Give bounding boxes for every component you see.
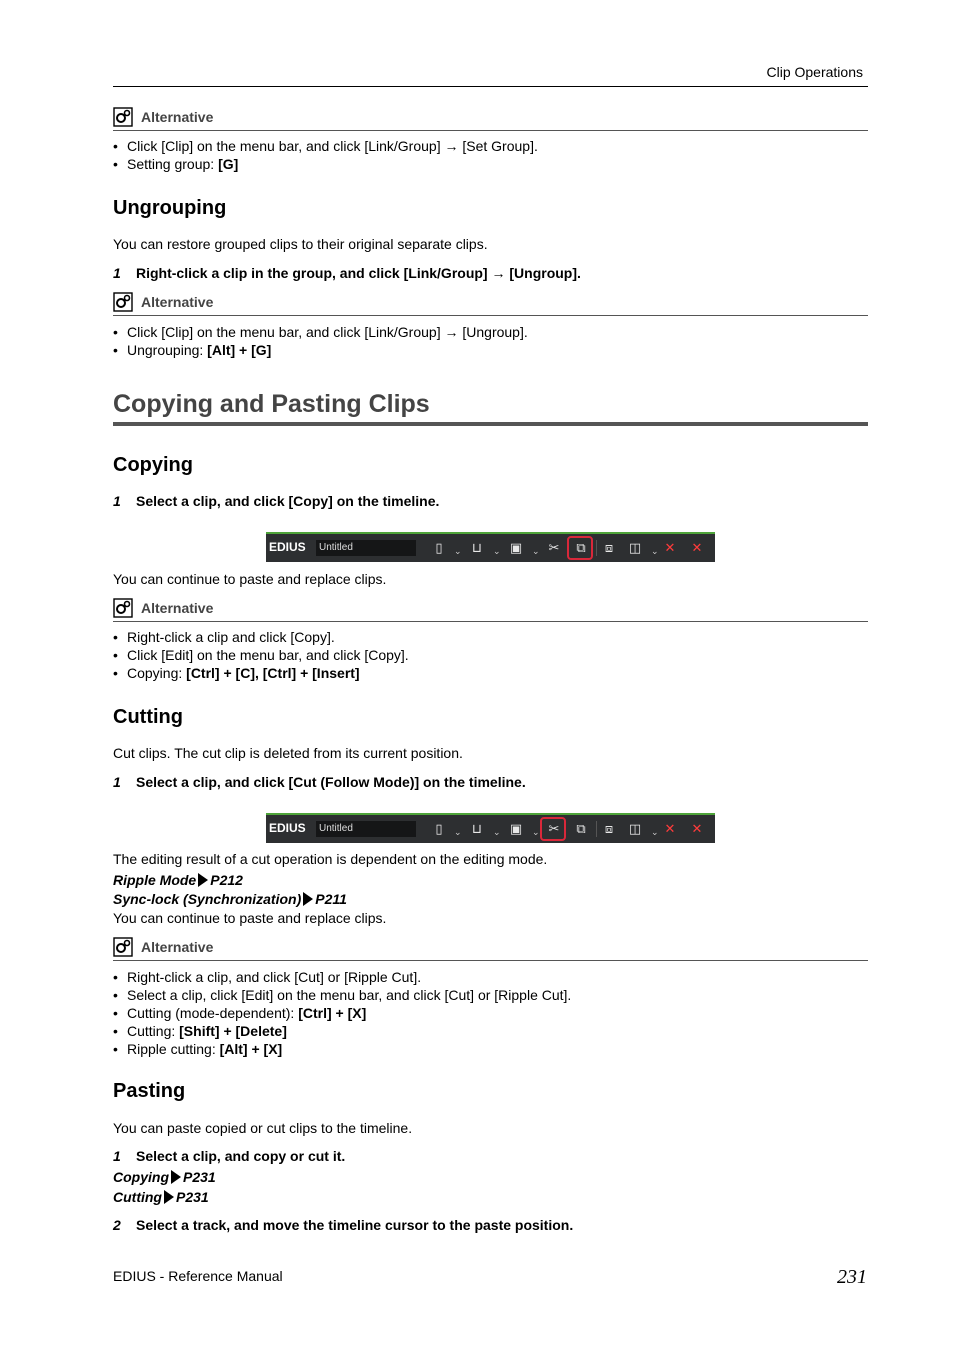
- chevron-down-icon[interactable]: ⌄: [651, 827, 659, 837]
- reference-link[interactable]: Cutting P231: [113, 1189, 209, 1205]
- alternative-list: [113, 137, 538, 173]
- copying-after: You can continue to paste and replace clips.: [113, 571, 387, 587]
- reference-link[interactable]: Sync-lock (Synchronization) P211: [113, 891, 347, 907]
- alternative-list: [113, 628, 409, 682]
- copying-step: 1 Select a clip, and click [Copy] on the timeline.: [113, 493, 440, 509]
- alternative-header: [113, 936, 868, 961]
- new-project-icon[interactable]: ▯: [435, 540, 443, 555]
- list-item: • Click [Clip] on the menu bar, and click [Link/Group] → [Set Group].: [113, 137, 538, 155]
- app-name: EDIUS: [269, 540, 306, 554]
- paste-icon[interactable]: ⧈: [604, 821, 614, 836]
- toolbar-separator: [596, 821, 597, 837]
- delete-icon[interactable]: ✕: [664, 821, 676, 836]
- heading-copying: Copying: [113, 454, 193, 476]
- toolbar-separator: [596, 540, 597, 556]
- list-item: • Right-click a clip and click [Copy].: [113, 628, 409, 646]
- cutting-intro: Cut clips. The cut clip is deleted from its current position.: [113, 745, 463, 761]
- chevron-down-icon[interactable]: ⌄: [493, 546, 501, 556]
- heading-pasting: Pasting: [113, 1080, 186, 1102]
- list-item: • Cutting (mode-dependent): [Ctrl] + [X]: [113, 1004, 571, 1022]
- pasting-intro: You can paste copied or cut clips to the timeline.: [113, 1120, 413, 1136]
- list-item: • Ungrouping: [Alt] + [G]: [113, 341, 528, 359]
- alternative-label: Alternative: [141, 294, 214, 310]
- list-item: • Right-click a clip, and click [Cut] or [Ripple Cut].: [113, 968, 571, 986]
- copy-button-highlight: [567, 536, 593, 560]
- list-item: • Ripple cutting: [Alt] + [X]: [113, 1040, 571, 1058]
- pasting-step-1: 1 Select a clip, and copy or cut it.: [113, 1148, 346, 1164]
- arrow-icon: [171, 1170, 181, 1184]
- chevron-down-icon[interactable]: ⌄: [532, 827, 540, 837]
- alternative-icon: [113, 598, 133, 618]
- delete-icon[interactable]: ✕: [664, 540, 676, 555]
- project-title: Untitled: [316, 821, 416, 837]
- chevron-down-icon[interactable]: ⌄: [493, 827, 501, 837]
- project-title: Untitled: [316, 540, 416, 556]
- timeline-toolbar: [266, 813, 715, 843]
- ripple-delete-icon[interactable]: ✕: [691, 540, 703, 555]
- alternative-header: [113, 597, 868, 622]
- arrow-icon: [198, 873, 208, 887]
- copy-icon[interactable]: ⧉: [576, 821, 586, 836]
- heading-cutting: Cutting: [113, 706, 183, 728]
- footer-manual-title: EDIUS - Reference Manual: [113, 1268, 283, 1284]
- app-name: EDIUS: [269, 821, 306, 835]
- list-item: • Cutting: [Shift] + [Delete]: [113, 1022, 571, 1040]
- insert-icon[interactable]: ◫: [628, 540, 642, 555]
- open-project-icon[interactable]: ⊔: [471, 821, 483, 836]
- heading-ungrouping: Ungrouping: [113, 197, 227, 219]
- alternative-list: [113, 968, 571, 1058]
- ripple-delete-icon[interactable]: ✕: [691, 821, 703, 836]
- list-item: • Select a clip, click [Edit] on the menu bar, and click [Cut] or [Ripple Cut].: [113, 986, 571, 1004]
- open-project-icon[interactable]: ⊔: [471, 540, 483, 555]
- copy-icon[interactable]: ⧉: [576, 540, 586, 555]
- ungrouping-step: 1 Right-click a clip in the group, and click [Link/Group] → [Ungroup].: [113, 265, 581, 281]
- list-item: • Setting group: [G]: [113, 155, 538, 173]
- reference-link[interactable]: Ripple Mode P212: [113, 872, 243, 888]
- list-item: • Click [Edit] on the menu bar, and click [Copy].: [113, 646, 409, 664]
- cut-button-highlight: [540, 817, 566, 841]
- cutting-note: The editing result of a cut operation is dependent on the editing mode.: [113, 851, 548, 867]
- alternative-label: Alternative: [141, 109, 214, 125]
- ungrouping-intro: You can restore grouped clips to their original separate clips.: [113, 236, 488, 252]
- alternative-header: [113, 106, 868, 131]
- cut-icon[interactable]: ✂: [548, 821, 560, 836]
- alternative-list: [113, 323, 528, 359]
- chevron-down-icon[interactable]: ⌄: [651, 546, 659, 556]
- arrow-icon: [303, 892, 313, 906]
- save-project-icon[interactable]: ▣: [509, 821, 523, 836]
- chevron-down-icon[interactable]: ⌄: [532, 546, 540, 556]
- header-rule: [113, 86, 868, 87]
- page-number: 231: [837, 1266, 867, 1288]
- section-title: Copying and Pasting Clips: [113, 390, 430, 418]
- list-item: • Copying: [Ctrl] + [C], [Ctrl] + [Insert]: [113, 664, 409, 682]
- new-project-icon[interactable]: ▯: [435, 821, 443, 836]
- arrow-icon: [164, 1190, 174, 1204]
- alternative-label: Alternative: [141, 600, 214, 616]
- alternative-header: [113, 291, 868, 316]
- chevron-down-icon[interactable]: ⌄: [454, 827, 462, 837]
- reference-link[interactable]: Copying P231: [113, 1169, 216, 1185]
- list-item: • Click [Clip] on the menu bar, and click [Link/Group] → [Ungroup].: [113, 323, 528, 341]
- cutting-after: You can continue to paste and replace clips.: [113, 910, 387, 926]
- alternative-icon: [113, 937, 133, 957]
- insert-icon[interactable]: ◫: [628, 821, 642, 836]
- running-head: Clip Operations: [766, 64, 863, 80]
- alternative-label: Alternative: [141, 939, 214, 955]
- pasting-step-2: 2 Select a track, and move the timeline cursor to the paste position.: [113, 1217, 574, 1233]
- section-rule: [113, 422, 868, 426]
- cutting-step: 1 Select a clip, and click [Cut (Follow Mode)] on the timeline.: [113, 774, 526, 790]
- chevron-down-icon[interactable]: ⌄: [454, 546, 462, 556]
- cut-icon[interactable]: ✂: [548, 540, 560, 555]
- alternative-icon: [113, 292, 133, 312]
- alternative-icon: [113, 107, 133, 127]
- save-project-icon[interactable]: ▣: [509, 540, 523, 555]
- timeline-toolbar: [266, 532, 715, 562]
- paste-icon[interactable]: ⧈: [604, 540, 614, 555]
